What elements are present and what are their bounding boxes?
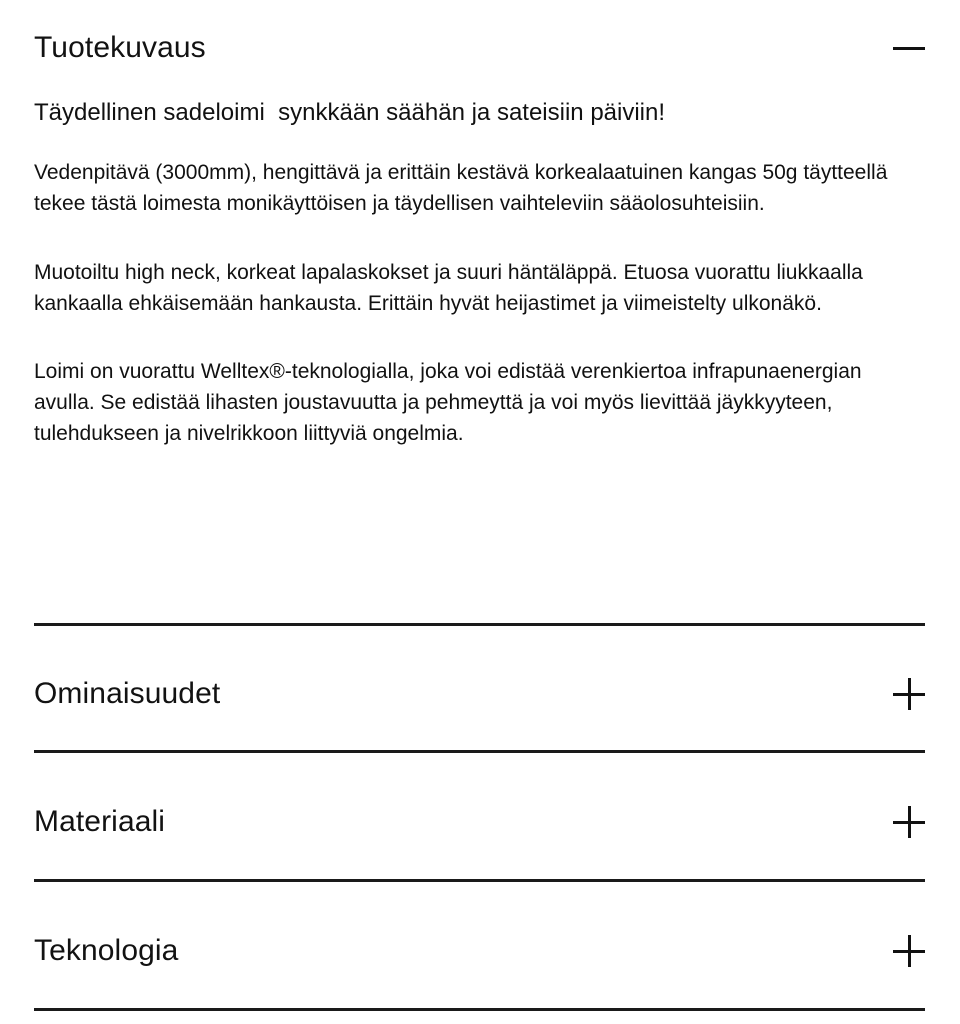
accordion-header-ominaisuudet[interactable] [34, 631, 925, 757]
description-paragraph-1: Vedenpitävä (3000mm), hengittävä ja erittäin kestävä korkealaatuinen kangas 50g täytteellä tekee tästä loimesta monikäyttöisen ja täydellisen vaihteleviin sääolosuhteisiin. [34, 161, 888, 215]
description-paragraph-2: Muotoiltu high neck, korkeat lapalaskokset ja suuri häntäläppä. Etuosa vuorattu liukkaalla kankaalla ehkäisemään hankausta. Erittäin hyvät heijastimet ja viimeistelty ulkonäkö. [34, 260, 863, 315]
description-paragraph-3: Loimi on vuorattu Welltex®-teknologialla, joka voi edistää verenkiertoa infrapunaenergian avulla. Se edistää lihasten joustavuutta ja pehmeyttä ja voi myös lievittää jäykkyyteen, tulehdukseen ja nivelrikkoon liittyviä ongelmia. [34, 360, 862, 446]
divider-1 [34, 623, 925, 626]
plus-icon[interactable] [893, 935, 925, 967]
accordion-header-tuotekuvaus[interactable] [34, 0, 925, 96]
accordion-title-materiaali: Materiaali [34, 805, 166, 838]
accordion-section-tuotekuvaus [34, 0, 925, 450]
minus-icon[interactable] [893, 32, 925, 64]
plus-icon-bar-vertical [908, 806, 911, 838]
accordion-panel-body [34, 96, 925, 450]
description-lede: Täydellinen sadeloimi synkkään säähän ja sateisiin päiviin! [34, 99, 666, 126]
accordion-header-teknologia[interactable] [34, 888, 925, 1014]
page-title: Tuotekuvaus [34, 31, 206, 64]
minus-icon-bar [893, 47, 925, 50]
plus-icon[interactable] [893, 806, 925, 838]
divider-3 [34, 879, 925, 882]
accordion-title-ominaisuudet: Ominaisuudet [34, 677, 221, 710]
divider-4 [34, 1008, 925, 1011]
divider-2 [34, 750, 925, 753]
plus-icon[interactable] [893, 678, 925, 710]
accordion-title-teknologia: Teknologia [34, 934, 179, 967]
plus-icon-bar-vertical [908, 678, 911, 710]
plus-icon-bar-vertical [908, 935, 911, 967]
accordion-header-materiaali[interactable] [34, 759, 925, 885]
